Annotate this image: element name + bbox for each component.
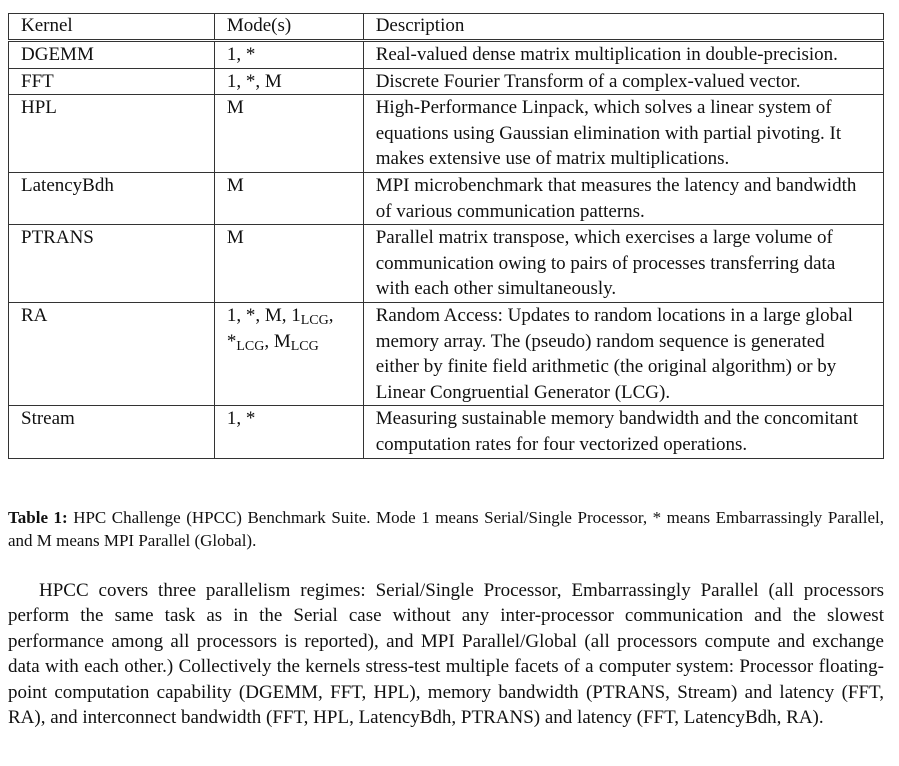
modes-cell: M	[214, 95, 363, 173]
caption-label: Table 1:	[8, 508, 68, 527]
modes-cell: 1, *, M	[214, 68, 363, 95]
table-row	[9, 172, 884, 224]
table-caption	[8, 506, 884, 552]
kernel-cell: LatencyBdh	[9, 172, 215, 224]
modes-cell: 1, *	[214, 406, 363, 458]
modes-cell	[214, 302, 363, 405]
table-header-row	[9, 14, 884, 41]
table-row	[9, 225, 884, 303]
kernel-cell: PTRANS	[9, 225, 215, 303]
benchmark-table	[8, 13, 884, 459]
description-cell: Random Access: Updates to random locations in a large global memory array. The (pseudo) random sequence is generated either by finite field arithmetic (the original algorithm) or by Linear Congruential Generator (LCG).	[363, 302, 883, 405]
table-row	[9, 41, 884, 69]
kernel-cell: DGEMM	[9, 41, 215, 69]
modes-cell: M	[214, 172, 363, 224]
lcg-subscript: LCG	[300, 312, 329, 328]
column-header-description: Description	[363, 14, 883, 41]
modes-cell: M	[214, 225, 363, 303]
description-cell: Real-valued dense matrix multiplication in double-precision.	[363, 41, 883, 69]
table-row	[9, 406, 884, 458]
description-cell: MPI microbenchmark that measures the latency and bandwidth of various communication patterns.	[363, 172, 883, 224]
table-row	[9, 302, 884, 405]
kernel-cell: Stream	[9, 406, 215, 458]
kernel-cell: FFT	[9, 68, 215, 95]
description-cell: Parallel matrix transpose, which exercises a large volume of communication owing to pairs of processes transferring data with each other simultaneously.	[363, 225, 883, 303]
description-cell: Measuring sustainable memory bandwidth and the concomitant computation rates for four vectorized operations.	[363, 406, 883, 458]
lcg-subscript: LCG	[290, 338, 319, 354]
column-header-kernel: Kernel	[9, 14, 215, 41]
body-paragraph: HPCC covers three parallelism regimes: Serial/Single Processor, Embarrassingly Parallel (all processors perform the same task as in the Serial case without any inter-processor communication and the slowest performance among all processors is reported), and MPI Parallel/Global (all processors compute and exchange data with each other.) Collectively the kernels stress-test multiple facets of a computer system: Processor floating-point computation capability (DGEMM, FFT, HPL), memory bandwidth (PTRANS, Stream) and latency (FFT, RA), and interconnect bandwidth (FFT, HPL, LatencyBdh, PTRANS) and latency (FFT, LatencyBdh, RA).	[8, 580, 884, 729]
modes-cell: 1, *	[214, 41, 363, 69]
modes-text: , M	[264, 330, 291, 352]
modes-text: , *	[226, 304, 334, 352]
description-cell: Discrete Fourier Transform of a complex-valued vector.	[363, 68, 883, 95]
modes-text: 1, *, M, 1	[226, 304, 301, 326]
kernel-cell: HPL	[9, 95, 215, 173]
table-row	[9, 68, 884, 95]
column-header-modes: Mode(s)	[214, 14, 363, 41]
lcg-subscript: LCG	[236, 338, 265, 354]
kernel-cell: RA	[9, 302, 215, 405]
caption-text: HPC Challenge (HPCC) Benchmark Suite. Mode 1 means Serial/Single Processor, * means Embarrassingly Parallel, and M means MPI Parallel (Global).	[8, 508, 884, 550]
table-row	[9, 95, 884, 173]
description-cell: High-Performance Linpack, which solves a linear system of equations using Gaussian elimination with partial pivoting. It makes extensive use of matrix multiplications.	[363, 95, 883, 173]
